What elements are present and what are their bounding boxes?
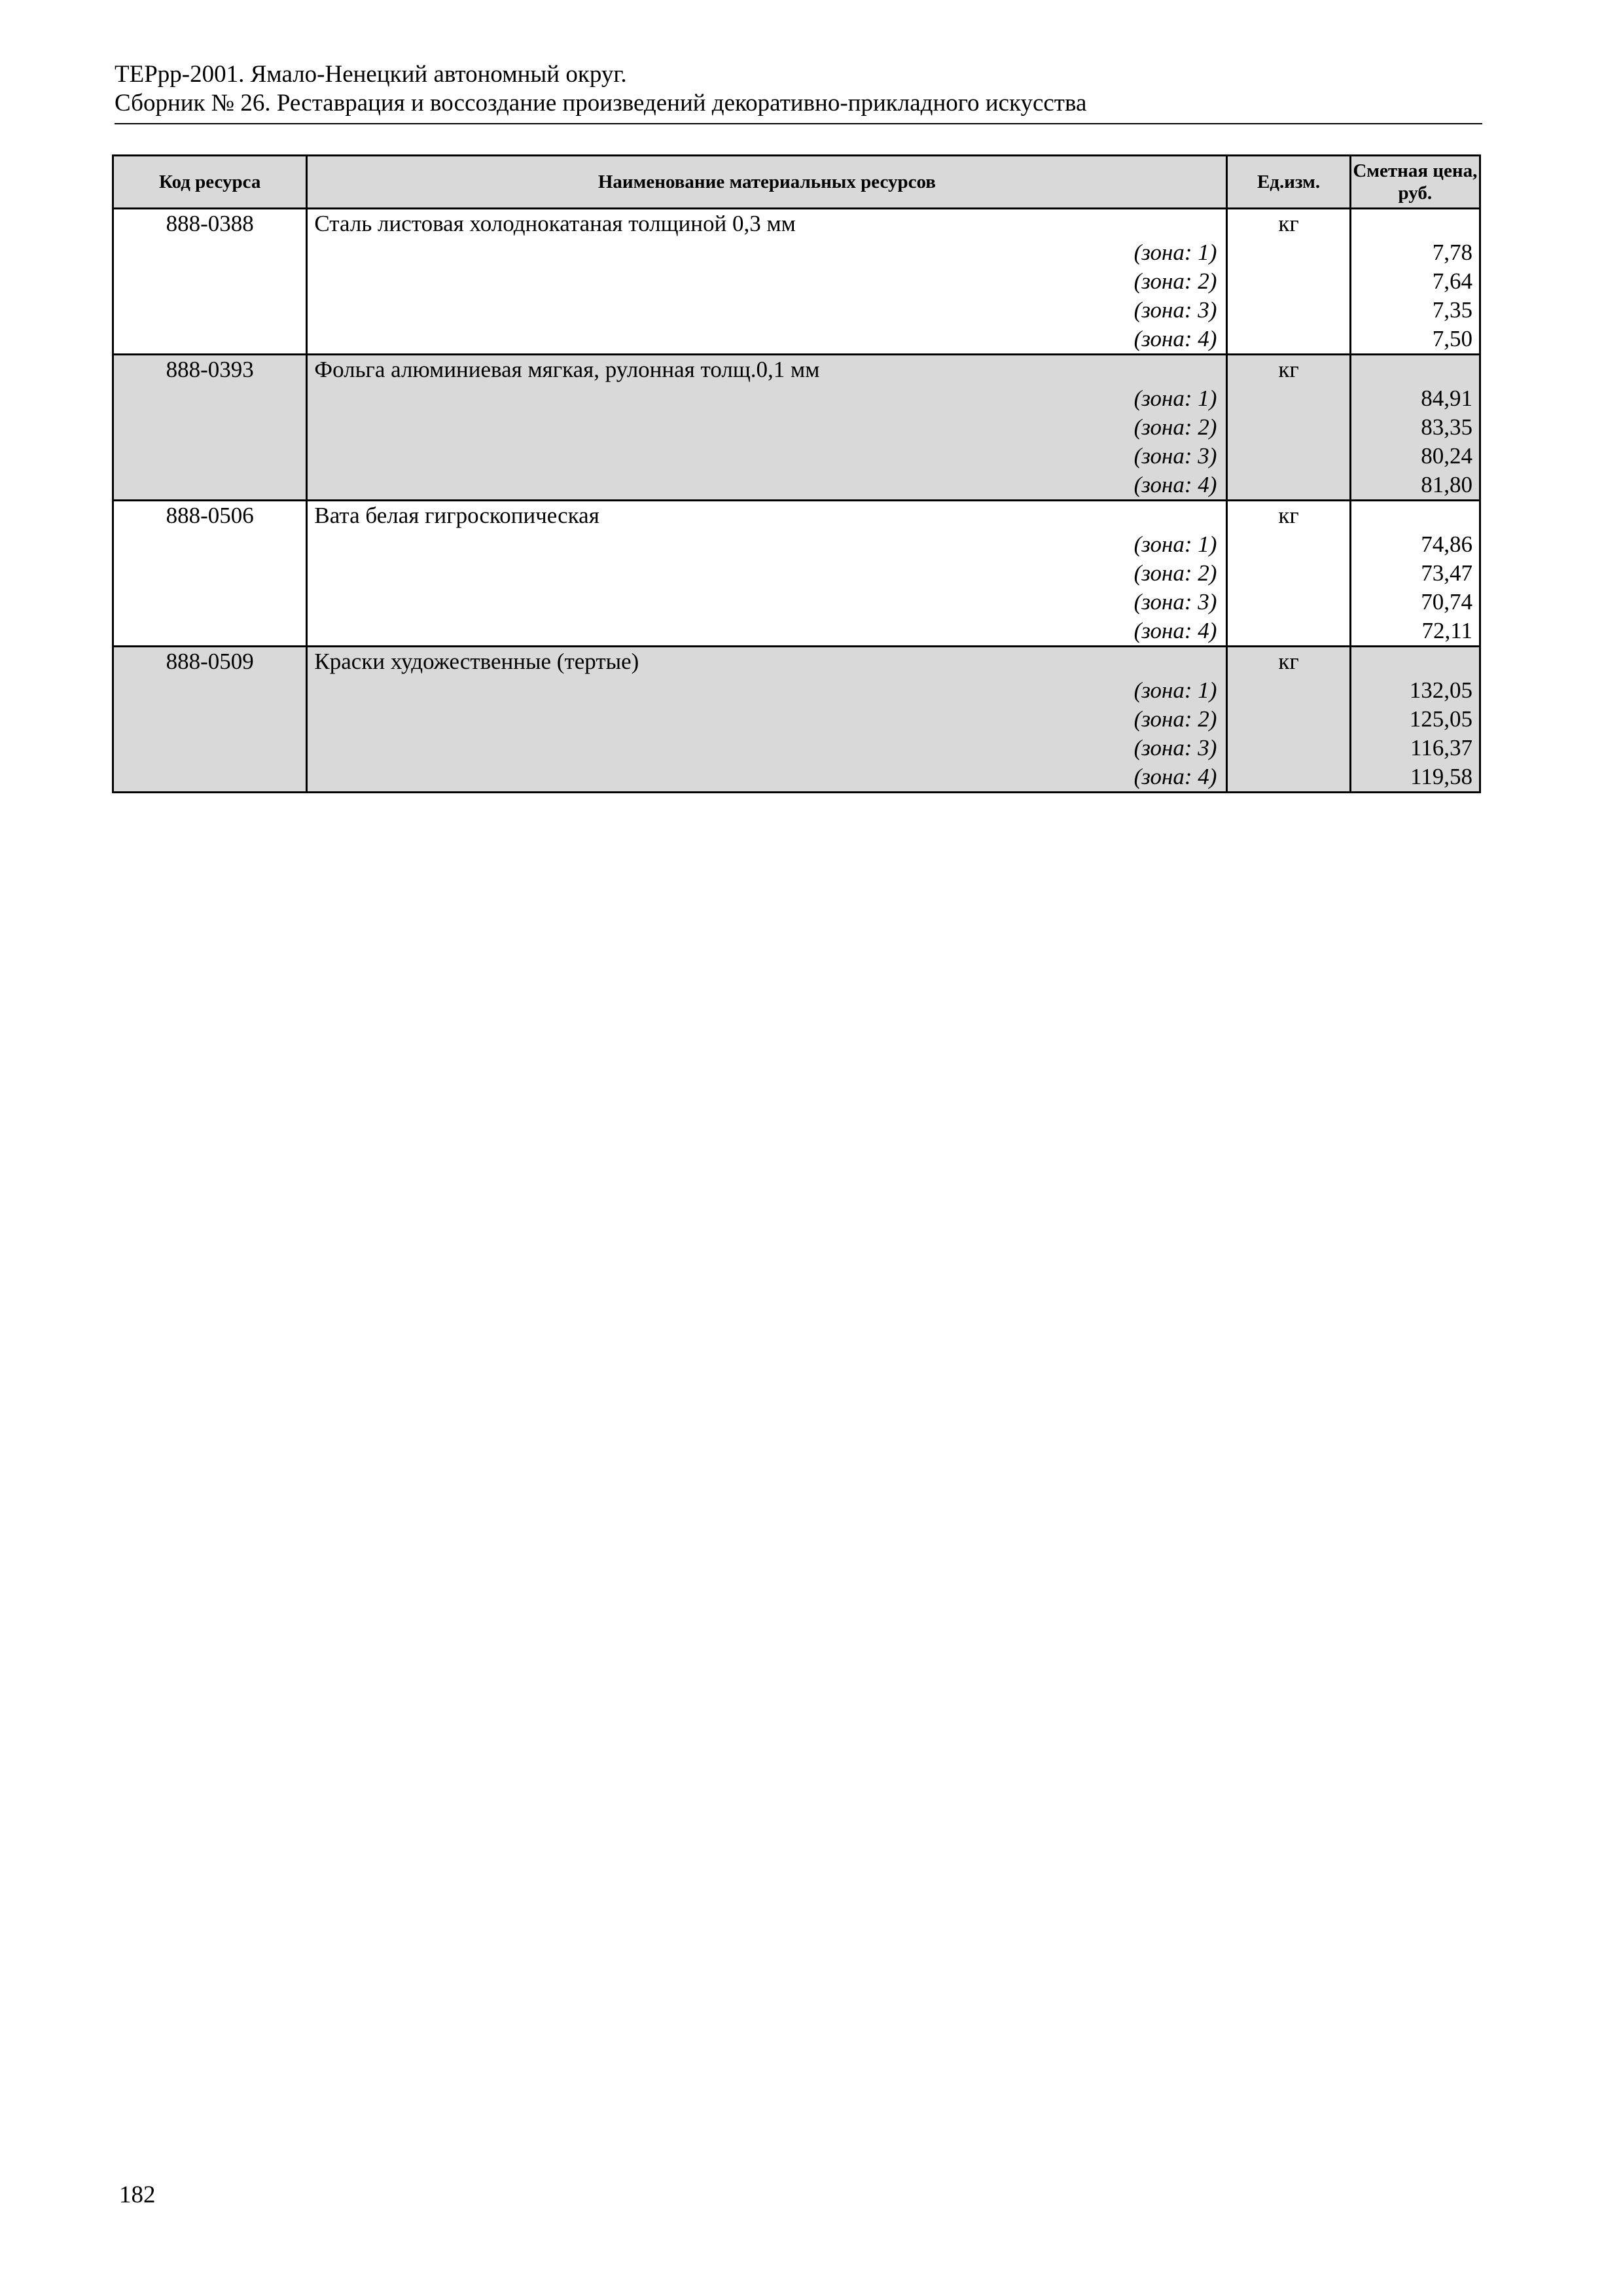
zone-price: 83,35	[1421, 414, 1472, 440]
zone-price: 72,11	[1421, 618, 1472, 643]
zone-price: 84,91	[1421, 386, 1472, 411]
zone-label: (зона: 4)	[1133, 764, 1217, 789]
zone-price: 80,24	[1421, 443, 1472, 469]
resource-code: 888-0388	[113, 209, 307, 355]
table-row	[113, 501, 1480, 647]
zone-label: (зона: 4)	[1133, 326, 1217, 351]
zone-price: 125,05	[1409, 706, 1472, 732]
zone-label: (зона: 2)	[1133, 560, 1217, 586]
page-number: 182	[119, 2181, 156, 2208]
zone-price: 7,78	[1432, 240, 1472, 265]
zone-label: (зона: 1)	[1133, 531, 1217, 557]
column-header-price: Сметная цена, руб.	[1350, 156, 1480, 209]
resource-name: Краски художественные (тертые)	[314, 649, 639, 674]
zone-label: (зона: 3)	[1133, 297, 1217, 323]
zone-price: 73,47	[1421, 560, 1472, 586]
resource-price-cell	[1350, 209, 1480, 355]
table-row	[113, 355, 1480, 501]
zone-label: (зона: 2)	[1133, 414, 1217, 440]
column-header-name: Наименование материальных ресурсов	[307, 156, 1227, 209]
column-header-code: Код ресурса	[113, 156, 307, 209]
zone-price: 7,50	[1432, 326, 1472, 351]
zone-label: (зона: 3)	[1133, 735, 1217, 761]
resource-price-cell	[1350, 501, 1480, 647]
resource-unit: кг	[1227, 355, 1350, 501]
zone-label: (зона: 2)	[1133, 268, 1217, 294]
resource-name: Фольга алюминиевая мягкая, рулонная толщ.0,1 мм	[314, 357, 820, 382]
resource-name-cell	[307, 647, 1227, 793]
resource-unit: кг	[1227, 209, 1350, 355]
table-header-row	[113, 156, 1480, 209]
zone-price: 70,74	[1421, 589, 1472, 615]
price-spacer	[1351, 209, 1472, 238]
table-row	[113, 209, 1480, 355]
zone-price: 119,58	[1410, 764, 1472, 789]
resource-price-cell	[1350, 355, 1480, 501]
zone-label: (зона: 1)	[1133, 677, 1217, 703]
zone-price: 132,05	[1409, 677, 1472, 703]
zone-label: (зона: 1)	[1133, 240, 1217, 265]
resource-unit: кг	[1227, 647, 1350, 793]
header-title-line2: Сборник № 26. Реставрация и воссоздание произведений декоративно-прикладного искусства	[115, 90, 1087, 117]
zone-label: (зона: 4)	[1133, 618, 1217, 643]
resource-name-cell	[307, 355, 1227, 501]
resource-price-cell	[1350, 647, 1480, 793]
zone-label: (зона: 3)	[1133, 589, 1217, 615]
resource-unit: кг	[1227, 501, 1350, 647]
resource-code: 888-0506	[113, 501, 307, 647]
zone-label: (зона: 3)	[1133, 443, 1217, 469]
resource-name-cell	[307, 501, 1227, 647]
zone-label: (зона: 2)	[1133, 706, 1217, 732]
zone-price: 81,80	[1421, 472, 1472, 497]
column-header-unit: Ед.изм.	[1227, 156, 1350, 209]
header-title-line1: ТЕРрр-2001. Ямало-Ненецкий автономный округ.	[115, 61, 627, 88]
zone-price: 116,37	[1410, 735, 1472, 761]
resource-name-cell	[307, 209, 1227, 355]
price-spacer	[1351, 501, 1472, 530]
resource-code: 888-0509	[113, 647, 307, 793]
zone-label: (зона: 1)	[1133, 386, 1217, 411]
resource-code: 888-0393	[113, 355, 307, 501]
zone-price: 7,35	[1432, 297, 1472, 323]
price-spacer	[1351, 355, 1472, 384]
resource-name: Вата белая гигроскопическая	[314, 503, 599, 528]
zone-label: (зона: 4)	[1133, 472, 1217, 497]
table-row	[113, 647, 1480, 793]
resource-name: Сталь листовая холоднокатаная толщиной 0,3 мм	[314, 211, 796, 236]
price-spacer	[1351, 647, 1472, 676]
zone-price: 7,64	[1432, 268, 1472, 294]
page-header	[115, 60, 1482, 124]
zone-price: 74,86	[1421, 531, 1472, 557]
resource-price-table	[112, 154, 1481, 793]
